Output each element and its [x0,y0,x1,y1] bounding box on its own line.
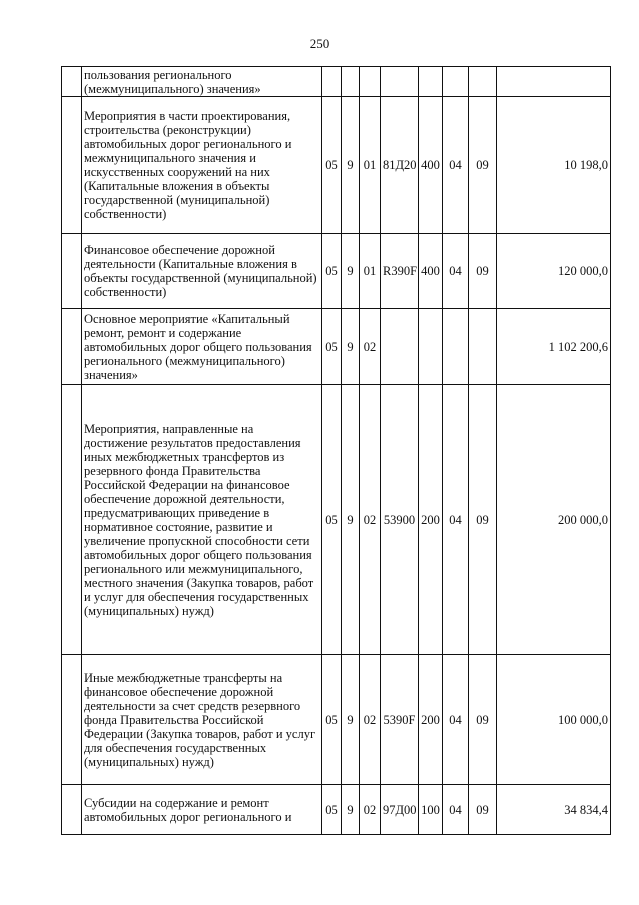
subsection-code: 09 [469,234,497,309]
row-description: Финансовое обеспечение дорожной деятельности (Капитальные вложения в объекты государственной (муниципальной) собственности) [82,234,322,309]
event-code: 02 [360,385,381,655]
subprogram-code: 9 [342,385,360,655]
program-code: 05 [322,385,342,655]
program-code: 05 [322,785,342,835]
page-number: 250 [309,36,330,51]
row-description: Иные межбюджетные трансферты на финансовое обеспечение дорожной деятельности за счет средств резервного фонда Правительства Российской Федерации (Закупка товаров, работ и услуг для обеспечения государственных (муниципальных) нужд) [82,655,322,785]
expense-type-code [419,67,443,97]
row-description: Мероприятия, направленные на достижение результатов предоставления иных межбюджетных трансфертов из резервного фонда Правительства Российской Федерации на финансовое обеспечение дорожной деятельности, предусматривающих приведение в нормативное состояние, развитие и увеличение пропускной способности сети автомобильных дорог общего пользования регионального или межмуниципального, местного значения (Закупка товаров, работ и услуг для обеспечения государственных (муниципальных) нужд) [82,385,322,655]
table-row [62,385,611,655]
event-code [360,67,381,97]
expense-type-code: 400 [419,234,443,309]
amount-value: 200 000,0 [497,385,611,655]
event-code: 02 [360,309,381,385]
amount-value: 100 000,0 [497,655,611,785]
empty-cell [62,67,82,97]
program-code [322,67,342,97]
expense-type-code: 400 [419,97,443,234]
section-code: 04 [443,655,469,785]
direction-code [381,67,419,97]
table-row [62,309,611,385]
subprogram-code: 9 [342,655,360,785]
direction-code: R390F [381,234,419,309]
program-code: 05 [322,234,342,309]
section-code [443,309,469,385]
direction-code: 53900 [381,385,419,655]
amount-value: 1 102 200,6 [497,309,611,385]
subprogram-code: 9 [342,309,360,385]
amount-value: 34 834,4 [497,785,611,835]
row-description: пользования регионального (межмуниципального) значения» [82,67,322,97]
program-code: 05 [322,309,342,385]
subprogram-code: 9 [342,785,360,835]
row-description: Основное мероприятие «Капитальный ремонт, ремонт и содержание автомобильных дорог общего пользования регионального (межмуниципального) значения» [82,309,322,385]
direction-code: 5390F [381,655,419,785]
section-code: 04 [443,97,469,234]
empty-cell [62,309,82,385]
subprogram-code [342,67,360,97]
subsection-code [469,67,497,97]
event-code: 01 [360,234,381,309]
subsection-code [469,309,497,385]
subsection-code: 09 [469,785,497,835]
empty-cell [62,655,82,785]
section-code: 04 [443,785,469,835]
amount-value [497,67,611,97]
row-description: Мероприятия в части проектирования, строительства (реконструкции) автомобильных дорог регионального и межмуниципального значения и искусственных сооружений на них (Капитальные вложения в объекты государственной (муниципальной) собственности) [82,97,322,234]
section-code: 04 [443,234,469,309]
table-row [62,234,611,309]
direction-code [381,309,419,385]
expense-type-code: 100 [419,785,443,835]
event-code: 01 [360,97,381,234]
section-code [443,67,469,97]
subsection-code: 09 [469,655,497,785]
subprogram-code: 9 [342,234,360,309]
empty-cell [62,385,82,655]
table-body [62,67,611,835]
budget-table [61,66,611,835]
expense-type-code: 200 [419,385,443,655]
subprogram-code: 9 [342,97,360,234]
table-row [62,67,611,97]
direction-code: 81Д20 [381,97,419,234]
program-code: 05 [322,97,342,234]
empty-cell [62,97,82,234]
event-code: 02 [360,785,381,835]
section-code: 04 [443,385,469,655]
direction-code: 97Д00 [381,785,419,835]
empty-cell [62,234,82,309]
row-description: Субсидии на содержание и ремонт автомобильных дорог регионального и [82,785,322,835]
program-code: 05 [322,655,342,785]
empty-cell [62,785,82,835]
subsection-code: 09 [469,385,497,655]
table-row [62,655,611,785]
expense-type-code [419,309,443,385]
event-code: 02 [360,655,381,785]
amount-value: 120 000,0 [497,234,611,309]
table-row [62,97,611,234]
table-row [62,785,611,835]
amount-value: 10 198,0 [497,97,611,234]
subsection-code: 09 [469,97,497,234]
expense-type-code: 200 [419,655,443,785]
